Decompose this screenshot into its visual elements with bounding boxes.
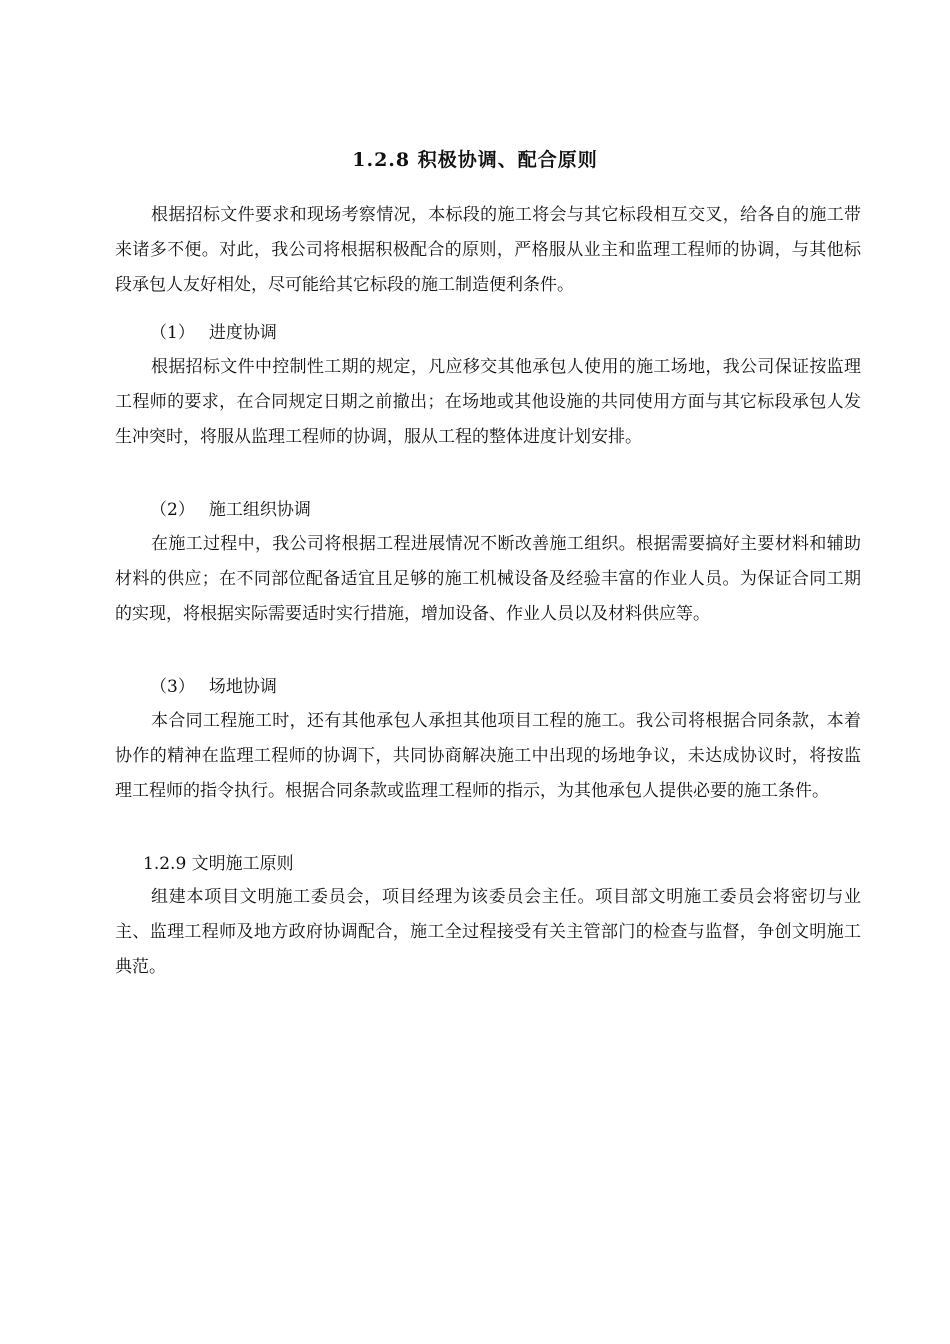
subsection-label: 施工组织协调 bbox=[208, 500, 311, 520]
subsection-label: 进度协调 bbox=[208, 323, 277, 343]
organization-paragraph: 在施工过程中，我公司将根据工程进展情况不断改善施工组织。根据需要搞好主要材料和辅助材料的供应；在不同部位配备适宜且足够的施工机械设备及经验丰富的作业人员。为保证合同工期的实现，将根据实际需要适时实行措施，增加设备、作业人员以及材料供应等。 bbox=[115, 534, 861, 624]
civilized-paragraph: 组建本项目文明施工委员会，项目经理为该委员会主任。项目部文明施工委员会将密切与业主、监理工程师及地方政府协调配合，施工全过程接受有关主管部门的检查与监督，争创文明施工典范。 bbox=[115, 887, 861, 977]
schedule-paragraph: 根据招标文件中控制性工期的规定，凡应移交其他承包人使用的施工场地，我公司保证按监理工程师的要求，在合同规定日期之前撤出；在场地或其他设施的共同使用方面与其它标段承包人发生冲突时，将服从监理工程师的协调，服从工程的整体进度计划安排。 bbox=[115, 357, 861, 447]
subsection-heading-civilized: 1.2.9 文明施工原则 bbox=[143, 854, 294, 874]
subsection-heading-schedule bbox=[150, 319, 277, 347]
subsection-number: （1） bbox=[150, 323, 195, 343]
site-paragraph: 本合同工程施工时，还有其他承包人承担其他项目工程的施工。我公司将根据合同条款，本着协作的精神在监理工程师的协调下，共同协商解决施工中出现的场地争议，未达成协议时，将按监理工程师的指令执行。根据合同条款或监理工程师的指示，为其他承包人提供必要的施工条件。 bbox=[115, 711, 861, 801]
intro-paragraph: 根据招标文件要求和现场考察情况，本标段的施工将会与其它标段相互交叉，给各自的施工带来诸多不便。对此，我公司将根据积极配合的原则，严格服从业主和监理工程师的协调，与其他标段承包人友好相处，尽可能给其它标段的施工制造便利条件。 bbox=[115, 205, 861, 295]
subsection-label: 场地协调 bbox=[208, 677, 277, 697]
subsection-heading-organization bbox=[150, 496, 311, 524]
subsection-number: （2） bbox=[150, 500, 195, 520]
section-title: 1.2.8 积极协调、配合原则 bbox=[352, 149, 598, 171]
subsection-number: （3） bbox=[150, 677, 195, 697]
subsection-heading-site bbox=[150, 673, 277, 701]
